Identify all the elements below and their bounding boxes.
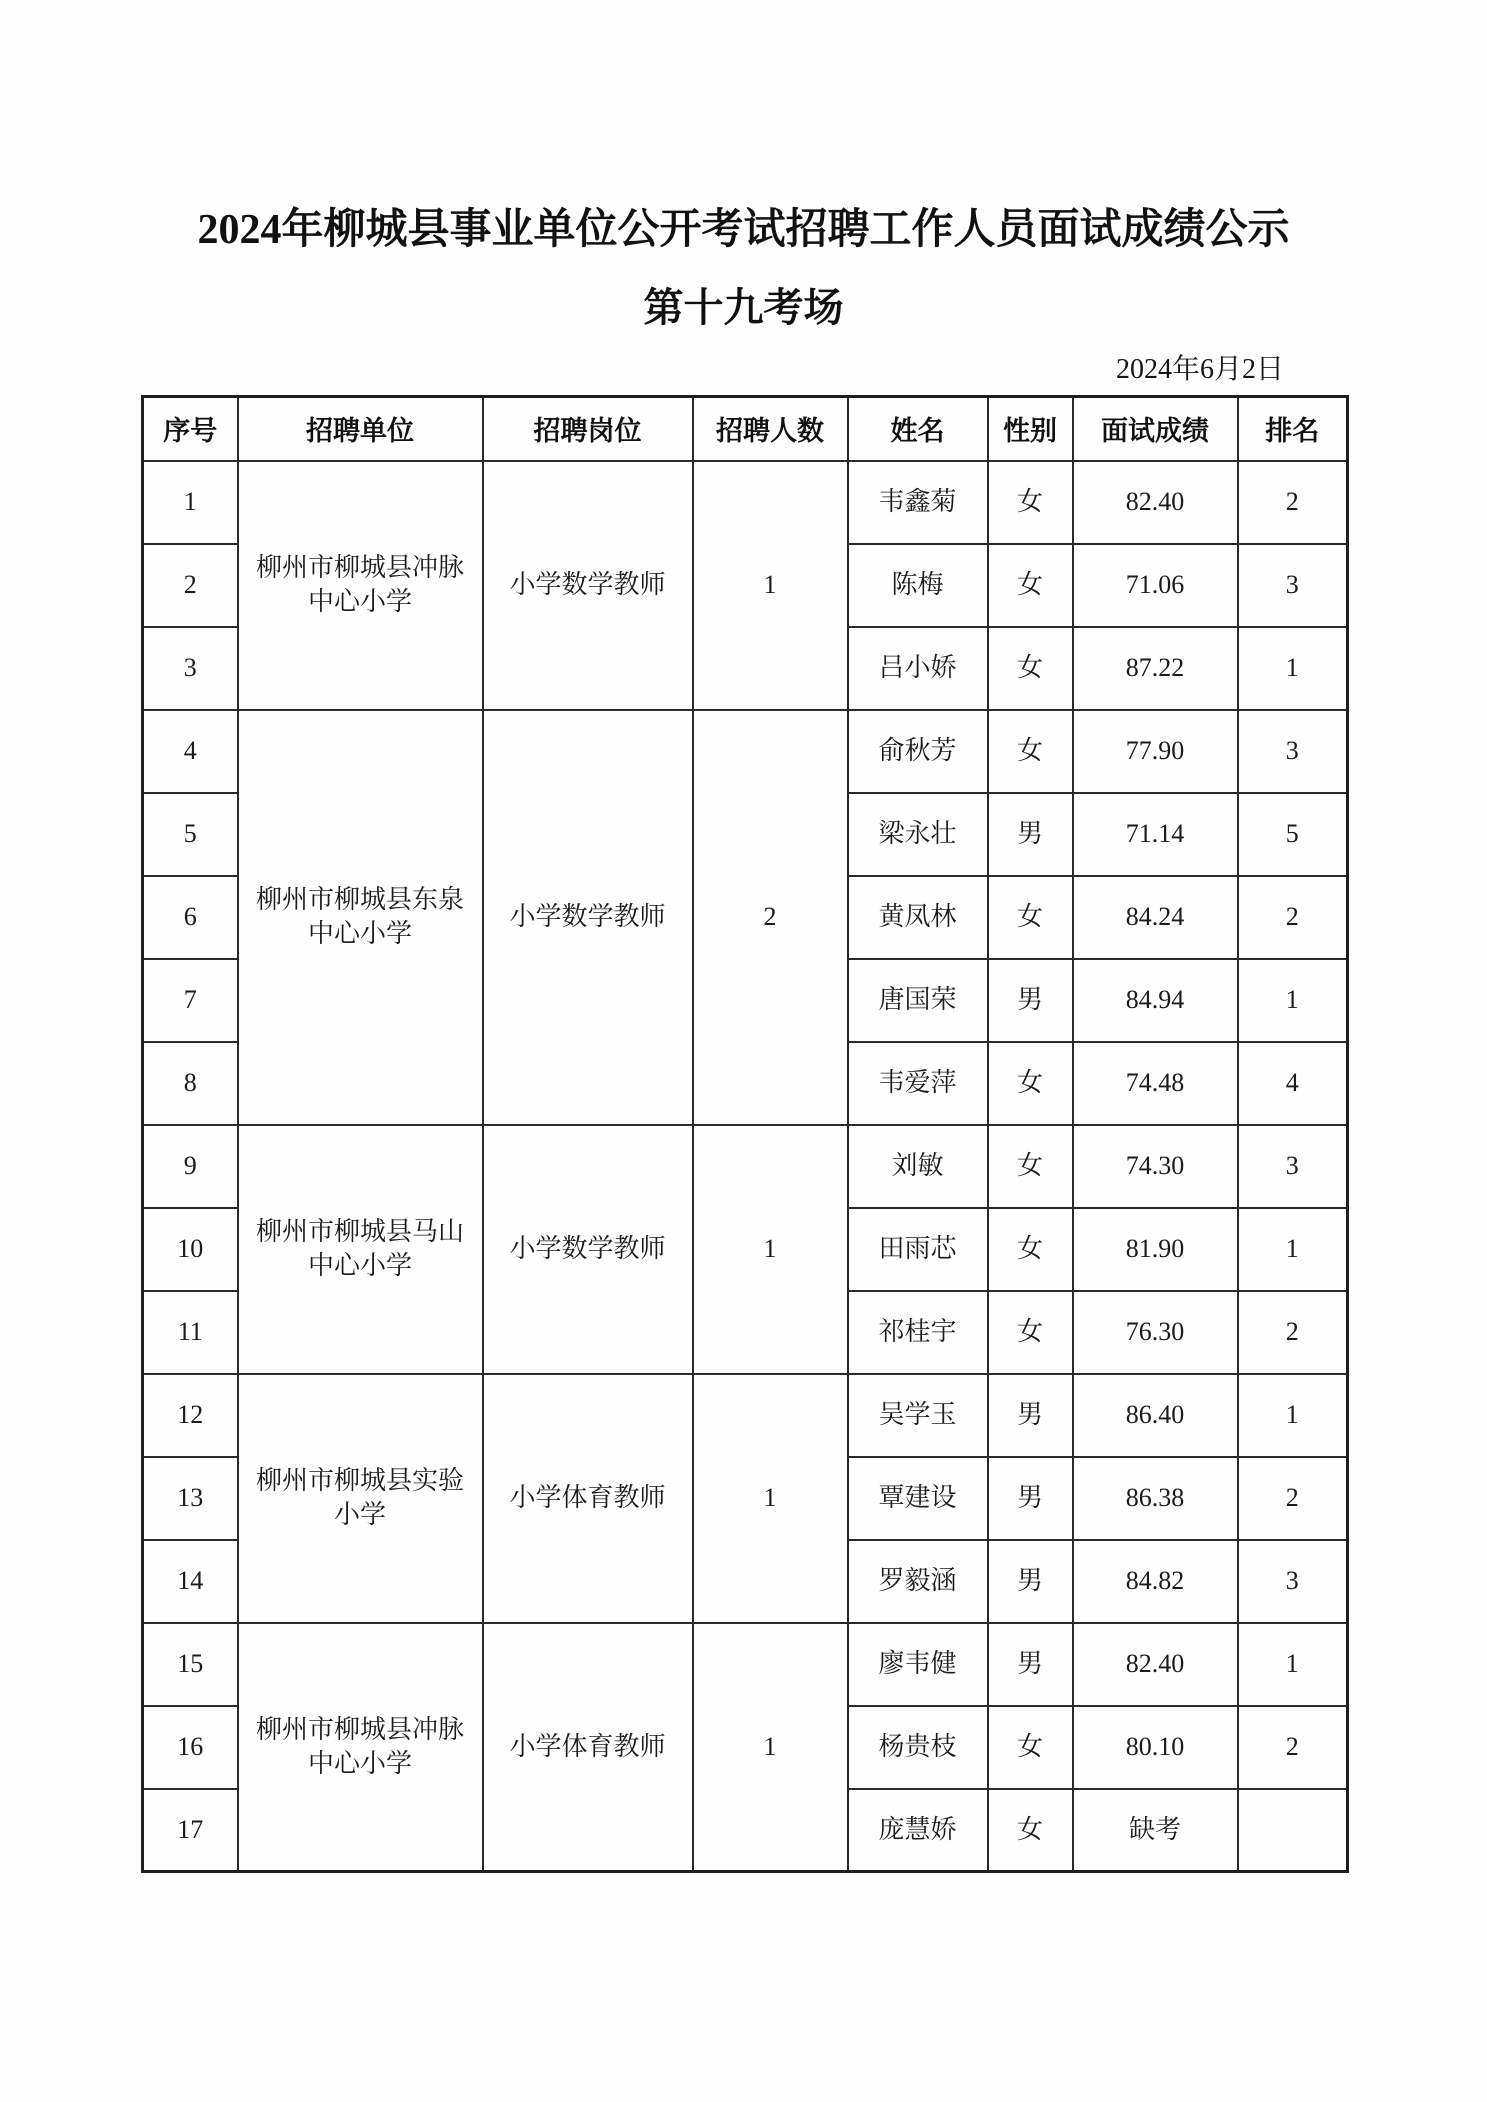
interview-score-cell: 84.94 <box>1073 959 1238 1042</box>
interview-score-cell: 82.40 <box>1073 461 1238 544</box>
candidate-name-cell: 覃建设 <box>848 1457 988 1540</box>
gender-cell: 女 <box>988 1208 1073 1291</box>
position-cell: 小学体育教师 <box>483 1623 693 1872</box>
gender-cell: 女 <box>988 627 1073 710</box>
interview-score-cell: 82.40 <box>1073 1623 1238 1706</box>
candidate-name-cell: 杨贵枝 <box>848 1706 988 1789</box>
serial-number-cell: 14 <box>143 1540 238 1623</box>
gender-cell: 女 <box>988 710 1073 793</box>
candidate-name-cell: 唐国荣 <box>848 959 988 1042</box>
interview-score-cell: 84.24 <box>1073 876 1238 959</box>
candidate-name-cell: 廖韦健 <box>848 1623 988 1706</box>
table-body <box>143 461 1348 1872</box>
gender-cell: 男 <box>988 1457 1073 1540</box>
interview-score-cell: 76.30 <box>1073 1291 1238 1374</box>
interview-score-table <box>141 395 1349 1873</box>
recruiting-unit-cell: 柳州市柳城县冲脉中心小学 <box>238 1623 483 1872</box>
serial-number-cell: 2 <box>143 544 238 627</box>
position-cell: 小学数学教师 <box>483 1125 693 1374</box>
table-row <box>143 461 1348 544</box>
interview-score-cell: 87.22 <box>1073 627 1238 710</box>
candidate-name-cell: 韦鑫菊 <box>848 461 988 544</box>
candidate-name-cell: 吴学玉 <box>848 1374 988 1457</box>
serial-number-cell: 5 <box>143 793 238 876</box>
candidate-name-cell: 田雨芯 <box>848 1208 988 1291</box>
column-header-5: 姓名 <box>848 397 988 461</box>
serial-number-cell: 4 <box>143 710 238 793</box>
interview-score-cell: 84.82 <box>1073 1540 1238 1623</box>
serial-number-cell: 9 <box>143 1125 238 1208</box>
page-title: 2024年柳城县事业单位公开考试招聘工作人员面试成绩公示 <box>197 207 1290 253</box>
serial-number-cell: 17 <box>143 1789 238 1872</box>
serial-number-cell: 15 <box>143 1623 238 1706</box>
column-header-6: 性别 <box>988 397 1073 461</box>
serial-number-cell: 6 <box>143 876 238 959</box>
rank-cell: 2 <box>1238 1706 1348 1789</box>
gender-cell: 女 <box>988 1125 1073 1208</box>
gender-cell: 男 <box>988 959 1073 1042</box>
interview-score-cell: 缺考 <box>1073 1789 1238 1872</box>
column-header-7: 面试成绩 <box>1073 397 1238 461</box>
openings-count-cell: 1 <box>693 461 848 710</box>
rank-cell: 2 <box>1238 1291 1348 1374</box>
rank-cell <box>1238 1789 1348 1872</box>
interview-score-cell: 86.38 <box>1073 1457 1238 1540</box>
interview-score-cell: 86.40 <box>1073 1374 1238 1457</box>
gender-cell: 女 <box>988 1789 1073 1872</box>
recruiting-unit-cell: 柳州市柳城县冲脉中心小学 <box>238 461 483 710</box>
gender-cell: 女 <box>988 1291 1073 1374</box>
rank-cell: 1 <box>1238 1623 1348 1706</box>
serial-number-cell: 10 <box>143 1208 238 1291</box>
rank-cell: 3 <box>1238 544 1348 627</box>
rank-cell: 2 <box>1238 876 1348 959</box>
rank-cell: 2 <box>1238 461 1348 544</box>
page-subtitle: 第十九考场 <box>643 285 844 330</box>
gender-cell: 女 <box>988 1706 1073 1789</box>
table-row <box>143 1125 1348 1208</box>
column-header-3: 招聘岗位 <box>483 397 693 461</box>
rank-cell: 3 <box>1238 710 1348 793</box>
column-header-1: 序号 <box>143 397 238 461</box>
serial-number-cell: 8 <box>143 1042 238 1125</box>
position-cell: 小学数学教师 <box>483 710 693 1125</box>
recruiting-unit-cell: 柳州市柳城县实验小学 <box>238 1374 483 1623</box>
interview-score-cell: 77.90 <box>1073 710 1238 793</box>
candidate-name-cell: 吕小娇 <box>848 627 988 710</box>
rank-cell: 5 <box>1238 793 1348 876</box>
interview-score-cell: 74.30 <box>1073 1125 1238 1208</box>
gender-cell: 男 <box>988 1623 1073 1706</box>
document-date: 2024年6月2日 <box>1115 354 1284 385</box>
header-row <box>143 397 1348 461</box>
gender-cell: 女 <box>988 544 1073 627</box>
serial-number-cell: 1 <box>143 461 238 544</box>
interview-score-cell: 71.06 <box>1073 544 1238 627</box>
candidate-name-cell: 祁桂宇 <box>848 1291 988 1374</box>
openings-count-cell: 1 <box>693 1623 848 1872</box>
serial-number-cell: 7 <box>143 959 238 1042</box>
candidate-name-cell: 梁永壮 <box>848 793 988 876</box>
serial-number-cell: 3 <box>143 627 238 710</box>
serial-number-cell: 11 <box>143 1291 238 1374</box>
serial-number-cell: 12 <box>143 1374 238 1457</box>
position-cell: 小学数学教师 <box>483 461 693 710</box>
rank-cell: 4 <box>1238 1042 1348 1125</box>
recruiting-unit-cell: 柳州市柳城县马山中心小学 <box>238 1125 483 1374</box>
interview-score-cell: 71.14 <box>1073 793 1238 876</box>
interview-score-cell: 81.90 <box>1073 1208 1238 1291</box>
gender-cell: 男 <box>988 1374 1073 1457</box>
openings-count-cell: 2 <box>693 710 848 1125</box>
recruiting-unit-cell: 柳州市柳城县东泉中心小学 <box>238 710 483 1125</box>
gender-cell: 女 <box>988 1042 1073 1125</box>
table-row <box>143 1623 1348 1706</box>
serial-number-cell: 16 <box>143 1706 238 1789</box>
rank-cell: 1 <box>1238 627 1348 710</box>
candidate-name-cell: 黄凤林 <box>848 876 988 959</box>
column-header-2: 招聘单位 <box>238 397 483 461</box>
rank-cell: 3 <box>1238 1540 1348 1623</box>
rank-cell: 2 <box>1238 1457 1348 1540</box>
openings-count-cell: 1 <box>693 1125 848 1374</box>
candidate-name-cell: 陈梅 <box>848 544 988 627</box>
interview-score-cell: 80.10 <box>1073 1706 1238 1789</box>
gender-cell: 女 <box>988 461 1073 544</box>
position-cell: 小学体育教师 <box>483 1374 693 1623</box>
candidate-name-cell: 庞慧娇 <box>848 1789 988 1872</box>
interview-score-cell: 74.48 <box>1073 1042 1238 1125</box>
gender-cell: 女 <box>988 876 1073 959</box>
column-header-4: 招聘人数 <box>693 397 848 461</box>
rank-cell: 1 <box>1238 1374 1348 1457</box>
table-section <box>141 347 1346 1873</box>
rank-cell: 3 <box>1238 1125 1348 1208</box>
gender-cell: 男 <box>988 1540 1073 1623</box>
rank-cell: 1 <box>1238 959 1348 1042</box>
candidate-name-cell: 俞秋芳 <box>848 710 988 793</box>
candidate-name-cell: 罗毅涵 <box>848 1540 988 1623</box>
table-row <box>143 710 1348 793</box>
candidate-name-cell: 韦爱萍 <box>848 1042 988 1125</box>
gender-cell: 男 <box>988 793 1073 876</box>
serial-number-cell: 13 <box>143 1457 238 1540</box>
column-header-8: 排名 <box>1238 397 1348 461</box>
openings-count-cell: 1 <box>693 1374 848 1623</box>
candidate-name-cell: 刘敏 <box>848 1125 988 1208</box>
table-row <box>143 1374 1348 1457</box>
rank-cell: 1 <box>1238 1208 1348 1291</box>
